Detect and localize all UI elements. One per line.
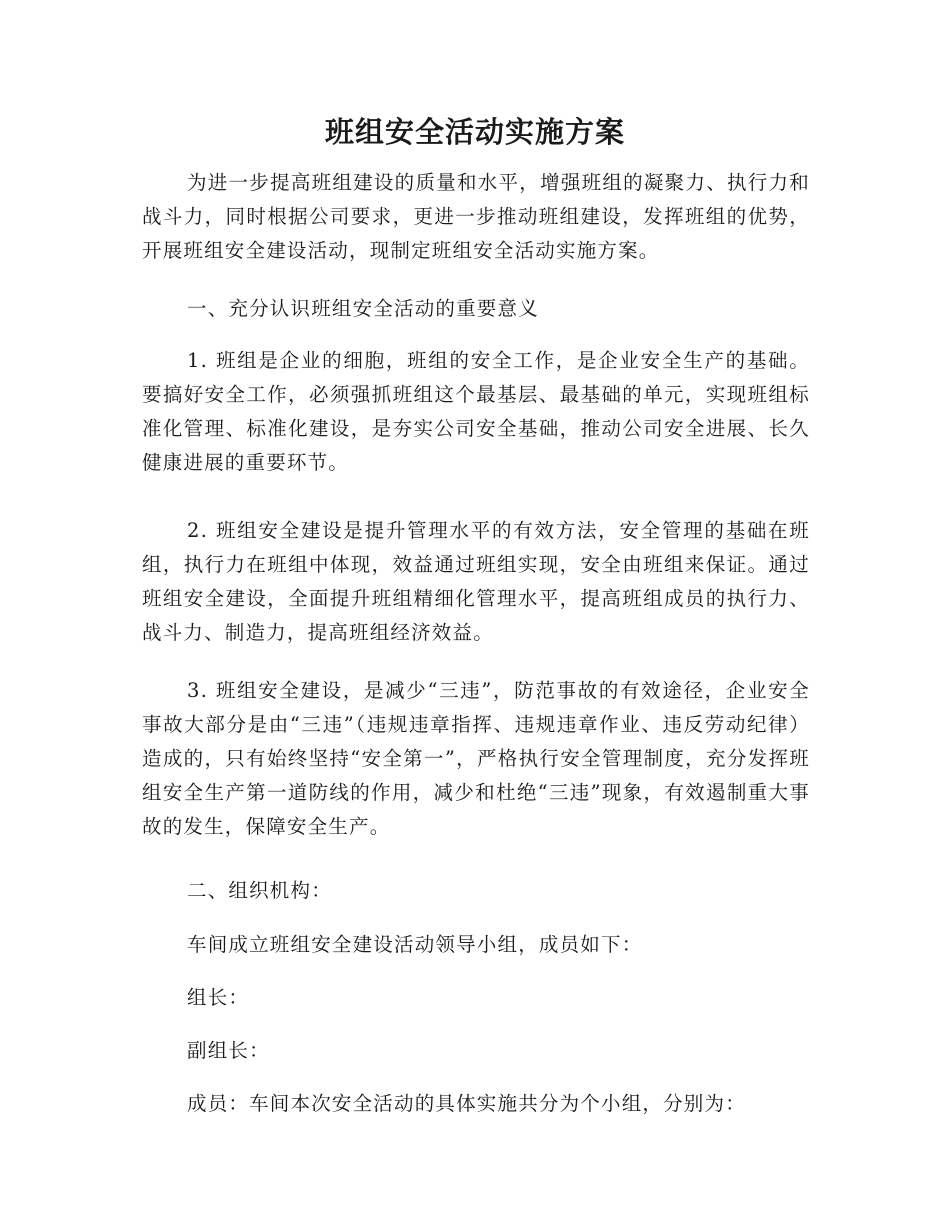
group-leader-line: 组长： <box>187 986 250 1009</box>
leadership-group-intro: 车间成立班组安全建设活动领导小组，成员如下： <box>187 933 643 956</box>
members-line: 成员：车间本次安全活动的具体实施共分为个小组，分别为： <box>187 1092 746 1115</box>
significance-point-1: 1. 班组是企业的细胞，班组的安全工作，是企业安全生产的基础。要搞好安全工作，必须强抓班组这个最基层、最基础的单元，实现班组标准化管理、标准化建设，是夯实公司安全基础，推动公司安全进展、长久健康进展的重要环节。 <box>142 349 810 474</box>
deputy-leader-line: 副组长： <box>187 1039 270 1062</box>
intro-paragraph: 为进一步提高班组建设的质量和水平，增强班组的凝聚力、执行力和战斗力，同时根据公司要求，更进一步推动班组建设，发挥班组的优势，开展班组安全建设活动，现制定班组安全活动实施方案。 <box>142 171 810 262</box>
section-heading-significance: 一、充分认识班组安全活动的重要意义 <box>187 297 539 320</box>
section-heading-organization: 二、组织机构： <box>187 879 332 902</box>
significance-point-3: 3. 班组安全建设，是减少“三违”，防范事故的有效途径，企业安全事故大部分是由“三违”（违规违章指挥、违规违章作业、违反劳动纪律）造成的，只有始终坚持“安全第一”，严格执行安全管理制度，充分发挥班组安全生产第一道防线的作用，减少和杜绝“三违”现象，有效遏制重大事故的发生，保障安全生产。 <box>142 679 810 838</box>
document-title: 班组安全活动实施方案 <box>324 115 625 149</box>
significance-point-2: 2. 班组安全建设是提升管理水平的有效方法，安全管理的基础在班组，执行力在班组中体现，效益通过班组实现，安全由班组来保证。通过班组安全建设，全面提升班组精细化管理水平，提高班组成员的执行力、战斗力、制造力，提高班组经济效益。 <box>142 519 810 644</box>
